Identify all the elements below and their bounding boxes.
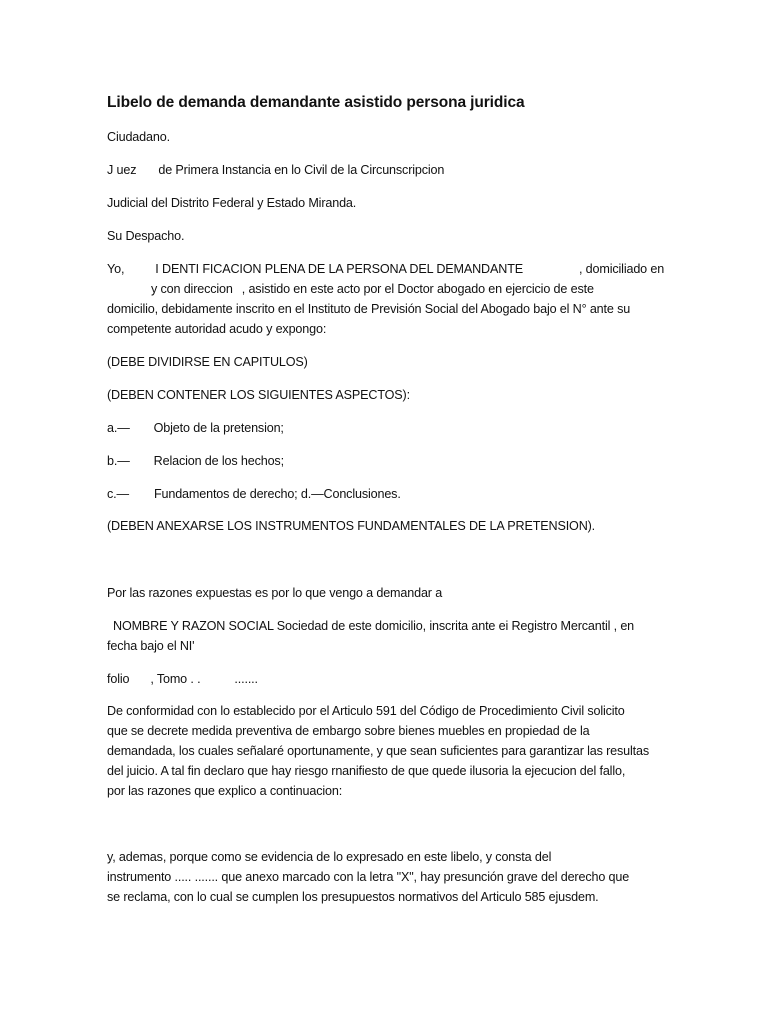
measure-line-1: De conformidad con lo establecido por el Articulo 591 del Código de Procedimiento Civil solicito [107, 704, 625, 718]
salutation: Ciudadano. [107, 130, 170, 144]
measure-line-5: por las razones que explico a continuacion: [107, 784, 343, 798]
folio-label: folio [107, 672, 130, 686]
list-item-a [107, 421, 284, 435]
intro-address: y con direccion [151, 282, 233, 296]
addressee-court: de Primera Instancia en lo Civil de la Circunscripcion [158, 163, 445, 177]
list-item-a-marker: a.— [107, 421, 130, 435]
list-item-c [107, 487, 401, 501]
defendant-line-2: fecha bajo el NI' [107, 639, 195, 653]
addressee-line-1 [107, 163, 444, 177]
addressee-judge: J uez [107, 163, 137, 177]
intro-line-1 [107, 262, 664, 276]
intro-line-3: domicilio, debidamente inscrito en el Instituto de Previsión Social del Abogado bajo el N° ante su [107, 302, 631, 316]
addressee-line-3: Su Despacho. [107, 229, 185, 243]
measure-line-3: demandada, los cuales señalaré oportunamente, y que sean suficientes para garantizar las resultas [107, 744, 650, 758]
note-annex: (DEBEN ANEXARSE LOS INSTRUMENTOS FUNDAMENTALES DE LA PRETENSION). [107, 519, 596, 533]
intro-assisted: , asistido en este acto por el Doctor abogado en ejercicio de este [241, 282, 594, 296]
list-item-b [107, 454, 284, 468]
intro-plaintiff-id: I DENTI FICACION PLENA DE LA PERSONA DEL DEMANDANTE [155, 262, 523, 276]
note-chapters: (DEBE DIVIDIRSE EN CAPITULOS) [107, 355, 308, 369]
intro-line-2 [151, 282, 594, 296]
list-item-b-text: Relacion de los hechos; [153, 454, 284, 468]
list-item-b-marker: b.— [107, 454, 130, 468]
demand-intro: Por las razones expuestas es por lo que vengo a demandar a [107, 586, 443, 600]
closing-line-1: y, ademas, porque como se evidencia de lo expresado en este libelo, y consta del [107, 850, 552, 864]
measure-line-4: del juicio. A tal fin declaro que hay riesgo rnanifiesto de que quede ilusoria la ejecucion del fallo, [107, 764, 626, 778]
defendant-line-1: NOMBRE Y RAZON SOCIAL Sociedad de este domicilio, inscrita ante ei Registro Mercantil , en [113, 619, 635, 633]
intro-line-4: competente autoridad acudo y expongo: [107, 322, 327, 336]
measure-line-2: que se decrete medida preventiva de embargo sobre bienes muebles en propiedad de la [107, 724, 590, 738]
list-item-a-text: Objeto de la pretension; [153, 421, 284, 435]
closing-line-3: se reclama, con lo cual se cumplen los presupuestos normativos del Articulo 585 ejusdem. [107, 890, 599, 904]
document-title: Libelo de demanda demandante asistido persona juridica [107, 94, 525, 111]
note-aspects: (DEBEN CONTENER LOS SIGUIENTES ASPECTOS): [107, 388, 410, 402]
list-item-c-text: Fundamentos de derecho; d.—Conclusiones. [153, 487, 401, 501]
intro-yo: Yo, [107, 262, 125, 276]
list-item-c-marker: c.— [107, 487, 129, 501]
addressee-line-2: Judicial del Distrito Federal y Estado Miranda. [107, 196, 357, 210]
folio-line [107, 672, 258, 686]
closing-line-2: instrumento ..... ....... que anexo marcado con la letra "X", hay presunción grave del derecho que [107, 870, 630, 884]
tomo-label: , Tomo . . [150, 672, 201, 686]
intro-domicile: , domiciliado en [578, 262, 665, 276]
folio-ellipsis: ....... [234, 672, 258, 686]
